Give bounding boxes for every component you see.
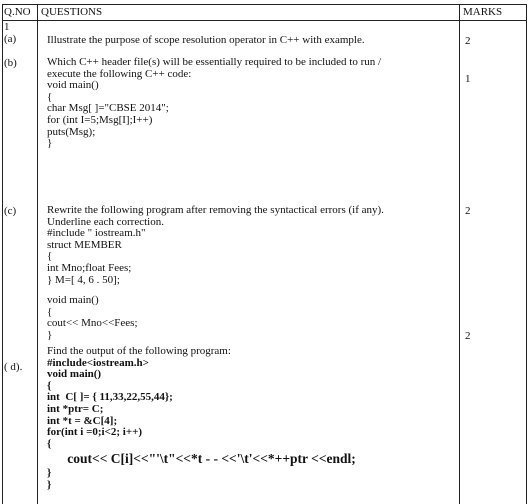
- question-b-code: puts(Msg);: [47, 125, 96, 138]
- header-divider: [2, 20, 527, 21]
- header-questions: QUESTIONS: [41, 6, 103, 18]
- question-c: [47, 205, 457, 342]
- question-b-code: {: [47, 90, 53, 103]
- marks-b: 1: [465, 73, 471, 85]
- marks-d: 2: [465, 330, 471, 342]
- question-b-code: }: [47, 137, 53, 150]
- header-marks: MARKS: [463, 6, 503, 18]
- question-d-code: }: [47, 478, 52, 491]
- question-c-code: void main(): [47, 294, 99, 307]
- question-c-code: {: [47, 305, 53, 318]
- question-d-code: for(int i =0;i<2; i++): [47, 426, 143, 439]
- question-d-cout-line: cout<< C[i]<<"'\t"<<*t - - <<'\t'<<*++ptr <<endl;: [47, 451, 356, 467]
- question-c-code: {: [47, 250, 53, 263]
- marks-a: 2: [465, 35, 471, 47]
- question-c-code: struct MEMBER: [47, 238, 122, 251]
- marks-c: 2: [465, 205, 471, 217]
- label-c: (c): [4, 205, 17, 217]
- label-b: (b): [4, 57, 17, 69]
- label-d: ( d).: [4, 361, 23, 373]
- question-b-line: execute the following C++ code:: [47, 67, 192, 80]
- question-c-code: } M=[ 4, 6 . 50];: [47, 273, 120, 286]
- header-qno: Q.NO: [4, 6, 31, 18]
- question-d-intro: Find the output of the following program:: [47, 345, 231, 357]
- table-border-right: [526, 4, 527, 504]
- question-c-code: }: [47, 328, 53, 341]
- question-b-code: char Msg[ ]="CBSE 2014";: [47, 102, 169, 115]
- question-d-code: #include<iostream.h>: [47, 356, 149, 369]
- question-b-line: Which C++ header file(s) will be essentially required to be included to run /: [47, 56, 382, 68]
- question-c-code: cout<< Mno<<Fees;: [47, 317, 138, 330]
- question-d: [47, 346, 457, 492]
- table-border-top: [2, 4, 527, 5]
- question-c-code: int Mno;float Fees;: [47, 261, 132, 274]
- question-a: [47, 35, 457, 47]
- question-d-code: void main(): [47, 368, 102, 381]
- spacer: [47, 286, 457, 295]
- question-d-code: }: [47, 467, 52, 480]
- question-b: [47, 57, 457, 150]
- question-c-code: #include " iostream.h": [47, 227, 146, 240]
- question-d-code: int C[ ]= { 11,33,22,55,44};: [47, 391, 173, 404]
- question-d-code: int *t = &C[4];: [47, 414, 118, 427]
- question-d-code: int *ptr= C;: [47, 402, 104, 415]
- column-divider-marks: [459, 4, 460, 504]
- question-c-line: Rewrite the following program after removing the syntactical errors (if any).: [47, 204, 384, 216]
- table-border-left: [2, 4, 3, 504]
- label-a: (a): [4, 33, 17, 45]
- question-d-code: {: [47, 437, 52, 450]
- column-divider-qno: [37, 4, 38, 504]
- question-d-code: {: [47, 379, 52, 392]
- question-number: 1: [4, 21, 10, 33]
- question-a-text: Illustrate the purpose of scope resolution operator in C++ with example.: [47, 34, 365, 46]
- question-b-code: void main(): [47, 79, 99, 92]
- question-b-code: for (int I=5;Msg[I];I++): [47, 113, 153, 126]
- question-c-line: Underline each correction.: [47, 215, 164, 228]
